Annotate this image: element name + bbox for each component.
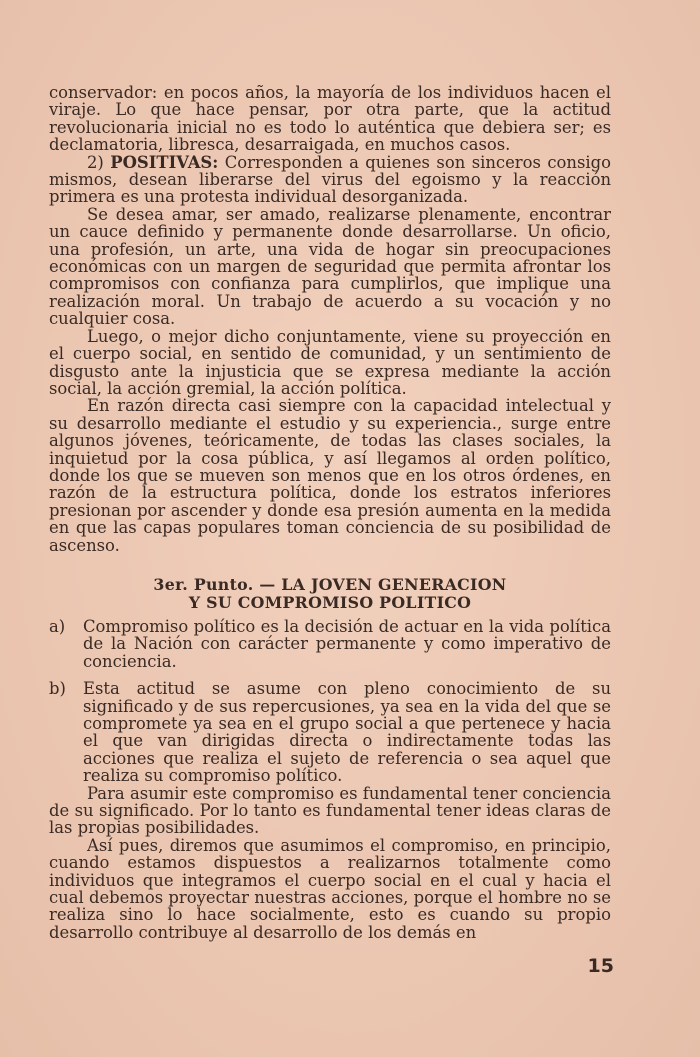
positivas-text: Corresponden a quienes son sinceros consigo mismos, desean liberarse del virus del egoismo y la reacción primera es una protesta individual desorganizada.	[49, 152, 611, 207]
paragraph-positivas	[49, 154, 611, 206]
paragraph-conservador: conservador: en pocos años, la mayoría de los individuos hacen el viraje. Lo que hace pensar, por otra parte, que la actitud revolucionaria inicial no es todo lo auténtica que debiera ser; es declamatoria, libresca, desarraigada, en muchos casos.	[49, 83, 611, 155]
section-heading	[49, 576, 611, 612]
paragraph-capacidad: En razón directa casi siempre con la capacidad intelectual y su desarrollo mediante el estudio y su experiencia., surge entre algunos jóvenes, teóricamente, de todas las clases sociales, la inquietud por la cosa pública, y así llegamos al orden político, donde los que se mueven son menos que en los otros órdenes, en razón de la estructura política, donde los estratos inferiores presionan por ascender y donde esa presión aumenta en la medida en que las capas populares toman conciencia de su posibilidad de ascenso.	[49, 396, 611, 555]
list-item-text: Esta actitud se asume con pleno conocimiento de su significado y de sus repercusiones, ya sea en la vida del que se compromete ya sea en el grupo social a que pertenece y hacia el que van dirigidas directa o indirectamente todas las acciones que realiza el sujeto de referencia o sea aquel que realiza su compromiso político.	[83, 679, 611, 786]
page-number: 15	[587, 955, 614, 977]
list-item-a	[49, 618, 611, 670]
section-heading-line-2: Y SU COMPROMISO POLITICO	[188, 592, 472, 612]
paragraph-asi-pues: Así pues, diremos que asumimos el compromiso, en principio, cuando estamos dispuestos a realizarnos totalmente como individuos que integramos el cuerpo social en el cual y hacia el cual debemos proyectar nuestras acciones, porque el hombre no se realiza sino lo hace socialmente, esto es cuando su propio desarrollo contribuye al desarrollo de los demás en	[49, 835, 611, 942]
paragraph-asumir: Para asumir este compromiso es fundamental tener conciencia de su significado. Por lo tanto es fundamental tener ideas claras de las propias posibilidades.	[49, 783, 611, 838]
list-marker: b)	[49, 679, 66, 699]
positivas-number: 2)	[87, 152, 111, 172]
list-item-text: Compromiso político es la decisión de actuar en la vida política de la Nación con carácter permanente y como imperativo de conciencia.	[83, 616, 611, 671]
paragraph-proyeccion: Luego, o mejor dicho conjuntamente, viene su proyección en el cuerpo social, en sentido de comunidad, y un sentimiento de disgusto ante la injusticia que se expresa mediante la acción social, la acción gremial, la acción política.	[49, 326, 611, 398]
list-marker: a)	[49, 616, 66, 636]
positivas-heading: POSITIVAS:	[110, 152, 219, 172]
page-text	[49, 84, 611, 941]
paragraph-desea-amar: Se desea amar, ser amado, realizarse plenamente, encontrar un cauce definido y permanente donde desarrollarse. Un oficio, una profesión, un arte, una vida de hogar sin preocupaciones económicas con un margen de seguridad que permita afrontar los compromisos con confianza para cumplirlos, que implique una realización moral. Un trabajo de acuerdo a su vocación y no cualquier cosa.	[49, 204, 611, 329]
section-heading-line-1: 3er. Punto. — LA JOVEN GENERACION	[153, 574, 507, 594]
list-item-b	[49, 680, 611, 784]
